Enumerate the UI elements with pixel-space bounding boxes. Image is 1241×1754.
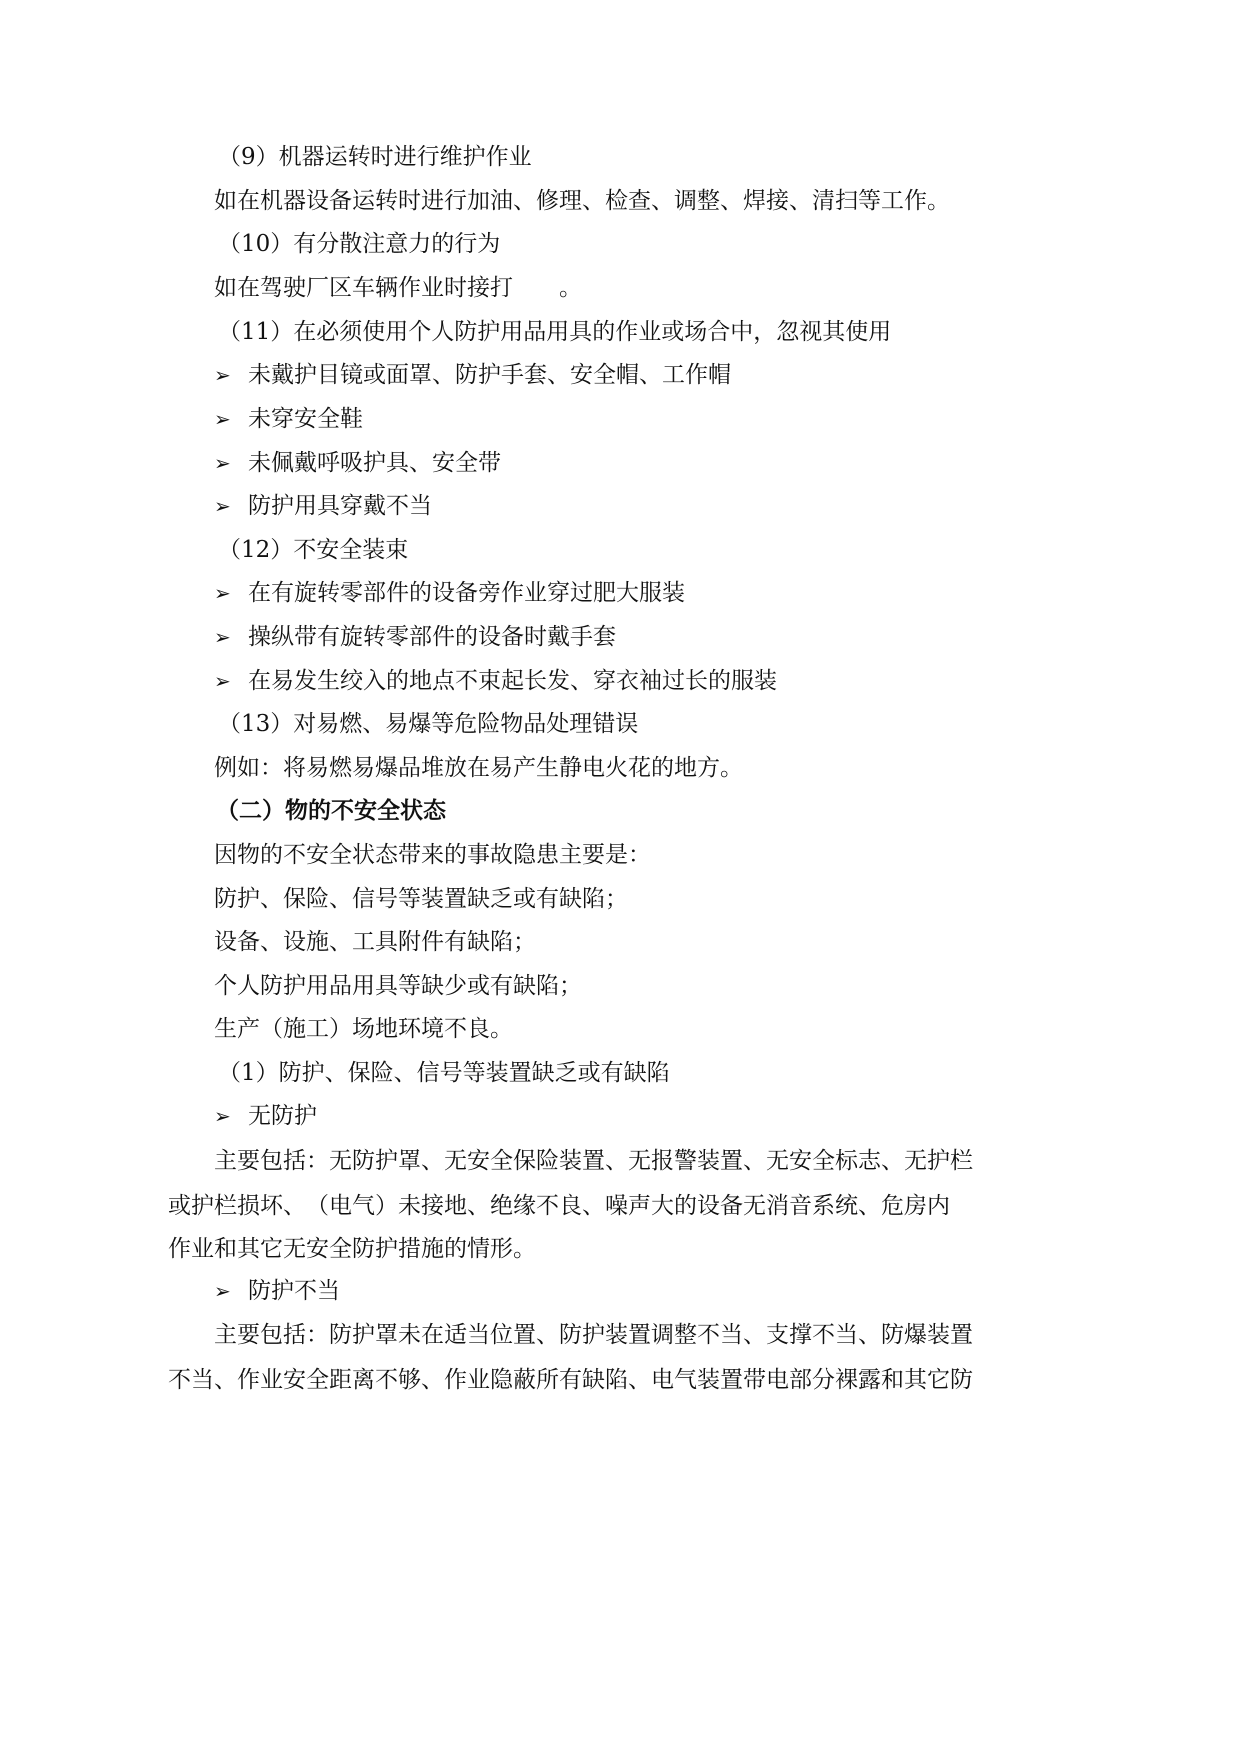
bullet-item: ➢ 未戴护目镜或面罩、防护手套、安全帽、工作帽 <box>214 362 731 388</box>
paragraph: 或护栏损坏、 （电气）未接地、绝缘不良、噪声大的设备无消音系统、危房内 <box>168 1193 950 1219</box>
bullet-item: ➢ 未穿安全鞋 <box>214 406 363 432</box>
section-heading: （二）物的不安全状态 <box>216 798 446 824</box>
item-11-heading: （11）在必须使用个人防护用品用具的作业或场合中，忽视其使用 <box>218 319 892 345</box>
paragraph: 生产（施工）场地环境不良。 <box>214 1016 513 1042</box>
arrow-bullet-icon: ➢ <box>214 581 231 605</box>
bullet-item: ➢ 未佩戴呼吸护具、安全带 <box>214 450 501 476</box>
paragraph: 如在机器设备运转时进行加油、修理、检查、调整、焊接、清扫等工作。 <box>214 188 950 214</box>
item-12-heading: （12）不安全装束 <box>218 537 409 563</box>
paragraph: 设备、设施、工具附件有缺陷； <box>214 929 536 955</box>
arrow-bullet-icon: ➢ <box>214 451 231 475</box>
bullet-item: ➢ 在有旋转零部件的设备旁作业穿过肥大服装 <box>214 580 685 606</box>
subsection-heading: （1）防护、保险、信号等装置缺乏或有缺陷 <box>218 1060 670 1086</box>
paragraph: 防护、保险、信号等装置缺乏或有缺陷； <box>214 886 628 912</box>
paragraph: 例如：将易燃易爆品堆放在易产生静电火花的地方。 <box>214 755 743 781</box>
bullet-item: ➢ 防护用具穿戴不当 <box>214 493 432 519</box>
item-10-heading: （10）有分散注意力的行为 <box>218 231 501 257</box>
paragraph: 如在驾驶厂区车辆作业时接打 。 <box>214 275 582 301</box>
bullet-item: ➢ 操纵带有旋转零部件的设备时戴手套 <box>214 624 616 650</box>
arrow-bullet-icon: ➢ <box>214 1104 231 1128</box>
paragraph: 主要包括：无防护罩、无安全保险装置、无报警装置、无安全标志、无护栏 <box>214 1148 973 1174</box>
paragraph: 主要包括：防护罩未在适当位置、防护装置调整不当、支撑不当、防爆装置 <box>214 1322 973 1348</box>
paragraph: 因物的不安全状态带来的事故隐患主要是： <box>214 842 651 868</box>
arrow-bullet-icon: ➢ <box>214 1279 231 1303</box>
arrow-bullet-icon: ➢ <box>214 407 231 431</box>
arrow-bullet-icon: ➢ <box>214 669 231 693</box>
arrow-bullet-icon: ➢ <box>214 625 231 649</box>
paragraph: 不当、作业安全距离不够、作业隐蔽所有缺陷、电气装置带电部分裸露和其它防 <box>168 1367 973 1393</box>
arrow-bullet-icon: ➢ <box>214 494 231 518</box>
paragraph: 作业和其它无安全防护措施的情形。 <box>168 1236 536 1262</box>
bullet-item: ➢ 无防护 <box>214 1103 317 1129</box>
arrow-bullet-icon: ➢ <box>214 363 231 387</box>
paragraph: 个人防护用品用具等缺少或有缺陷； <box>214 973 582 999</box>
item-13-heading: （13）对易燃、易爆等危险物品处理错误 <box>218 711 639 737</box>
bullet-item: ➢ 在易发生绞入的地点不束起长发、穿衣袖过长的服装 <box>214 668 777 694</box>
item-9-heading: （9）机器运转时进行维护作业 <box>218 144 532 170</box>
bullet-item: ➢ 防护不当 <box>214 1278 340 1304</box>
